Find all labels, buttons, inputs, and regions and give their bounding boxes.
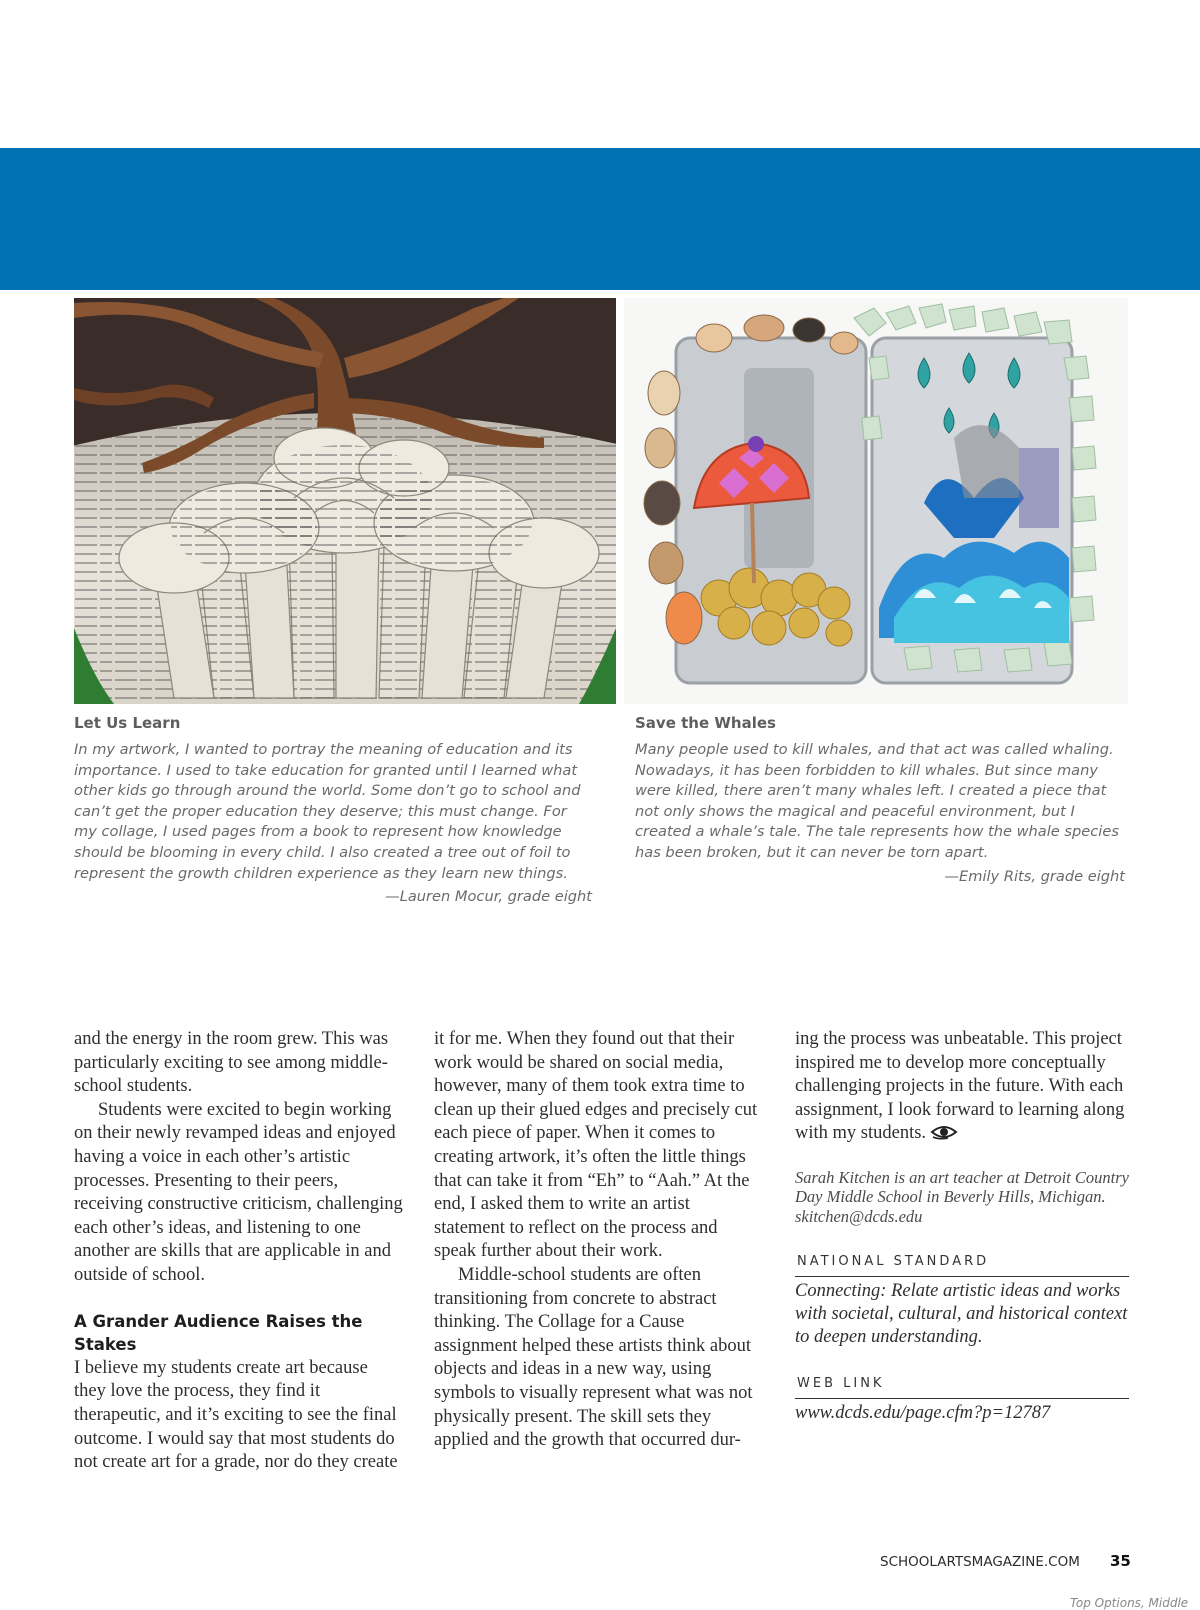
article-paragraph: [795, 1028, 1129, 1148]
caption-title: Save the Whales: [635, 714, 776, 732]
author-bio: Sarah Kitchen is an art teacher at Detroit Country Day Middle School in Beverly Hills, Michigan. skitchen@dcds.edu: [795, 1167, 1129, 1226]
web-link-url[interactable]: www.dcds.edu/page.cfm?p=12787: [795, 1403, 1051, 1424]
footer-website[interactable]: SCHOOLARTSMAGAZINE.COM: [880, 1554, 1080, 1570]
article-paragraph: I believe my students create art because they love the process, they find it therapeutic, and it’s exciting to see the final outcome. I would say that most students do not create art for a grade, nor do they create: [74, 1357, 398, 1473]
artist-credit: —Emily Rits, grade eight: [944, 867, 1125, 885]
caption-let-us-learn: [74, 714, 592, 905]
artwork-photo-let-us-learn: [74, 298, 616, 704]
article-column-2: [434, 1028, 764, 1453]
article-paragraph: Middle-school students are often transitioning from concrete to abstract thinking. The Collage for a Cause assignment helped these artists think about objects and ideas in a new way, using symbols to visually represent what was not physically present. The skill sets they applied and the growth that occurred dur-: [434, 1264, 753, 1451]
footer-edge-text: Top Options, Middle: [1070, 1596, 1189, 1610]
national-standard-label: NATIONAL STANDARD: [795, 1250, 1129, 1277]
artist-statement: In my artwork, I wanted to portray the meaning of education and its importance. I used to take education for granted until I learned what other kids go through around the world. Some don’t go to school and can’t get the proper education they deserve; this must change. For my collage, I used pages from a book to represent how knowledge should be blooming in every child. I also created a tree out of foil to represent the growth children experience as they learn new things.: [74, 741, 581, 882]
article-paragraph-text: ing the process was unbeatable. This project inspired me to develop more conceptually challenging projects in the future. With each assignment, I look forward to learning along with my students.: [795, 1029, 1125, 1144]
article-column-3: [795, 1028, 1129, 1425]
sa-eye-logo-icon: [930, 1124, 958, 1148]
caption-save-the-whales: [635, 714, 1125, 885]
artist-credit: —Lauren Mocur, grade eight: [385, 888, 592, 906]
article-column-1: [74, 1028, 404, 1475]
web-link-label: WEB LINK: [795, 1372, 1129, 1399]
section-subhead: A Grander Audience Raises the Stakes: [74, 1311, 363, 1355]
article-paragraph: Students were excited to begin working on their newly revamped ideas and enjoyed having a voice in each other’s artistic processes. Presenting to their peers, receiving constructive criticism, challenging each other’s ideas, and listening to one another are skills that are applicable in and outside of school.: [74, 1099, 403, 1285]
caption-title: Let Us Learn: [74, 714, 181, 732]
artist-statement: Many people used to kill whales, and that act was called whaling. Nowadays, it has been forbidden to kill whales. But since many were killed, there aren’t many whales left. I created a piece that not only shows the magical and peaceful environment, but I created a whale’s tale. The tale represents how the whale species has been broken, but it can never be torn apart.: [635, 741, 1119, 861]
article-paragraph: it for me. When they found out that their work would be shared on social media, however, many of them took extra time to clean up their glued edges and precisely cut each piece of paper. When it comes to creating artwork, it’s often the little things that can take it from “Eh” to “Aah.” At the end, I asked them to write an artist statement to reflect on the process and speak further about their work.: [434, 1029, 758, 1262]
page-number: 35: [1110, 1552, 1131, 1570]
header-color-band: [0, 148, 1200, 290]
artwork-photo-save-the-whales: [624, 298, 1128, 704]
national-standard-text: Connecting: Relate artistic ideas and works with societal, cultural, and historical context to deepen understanding.: [795, 1281, 1128, 1347]
article-paragraph: and the energy in the room grew. This was particularly exciting to see among middle-school students.: [74, 1029, 389, 1097]
